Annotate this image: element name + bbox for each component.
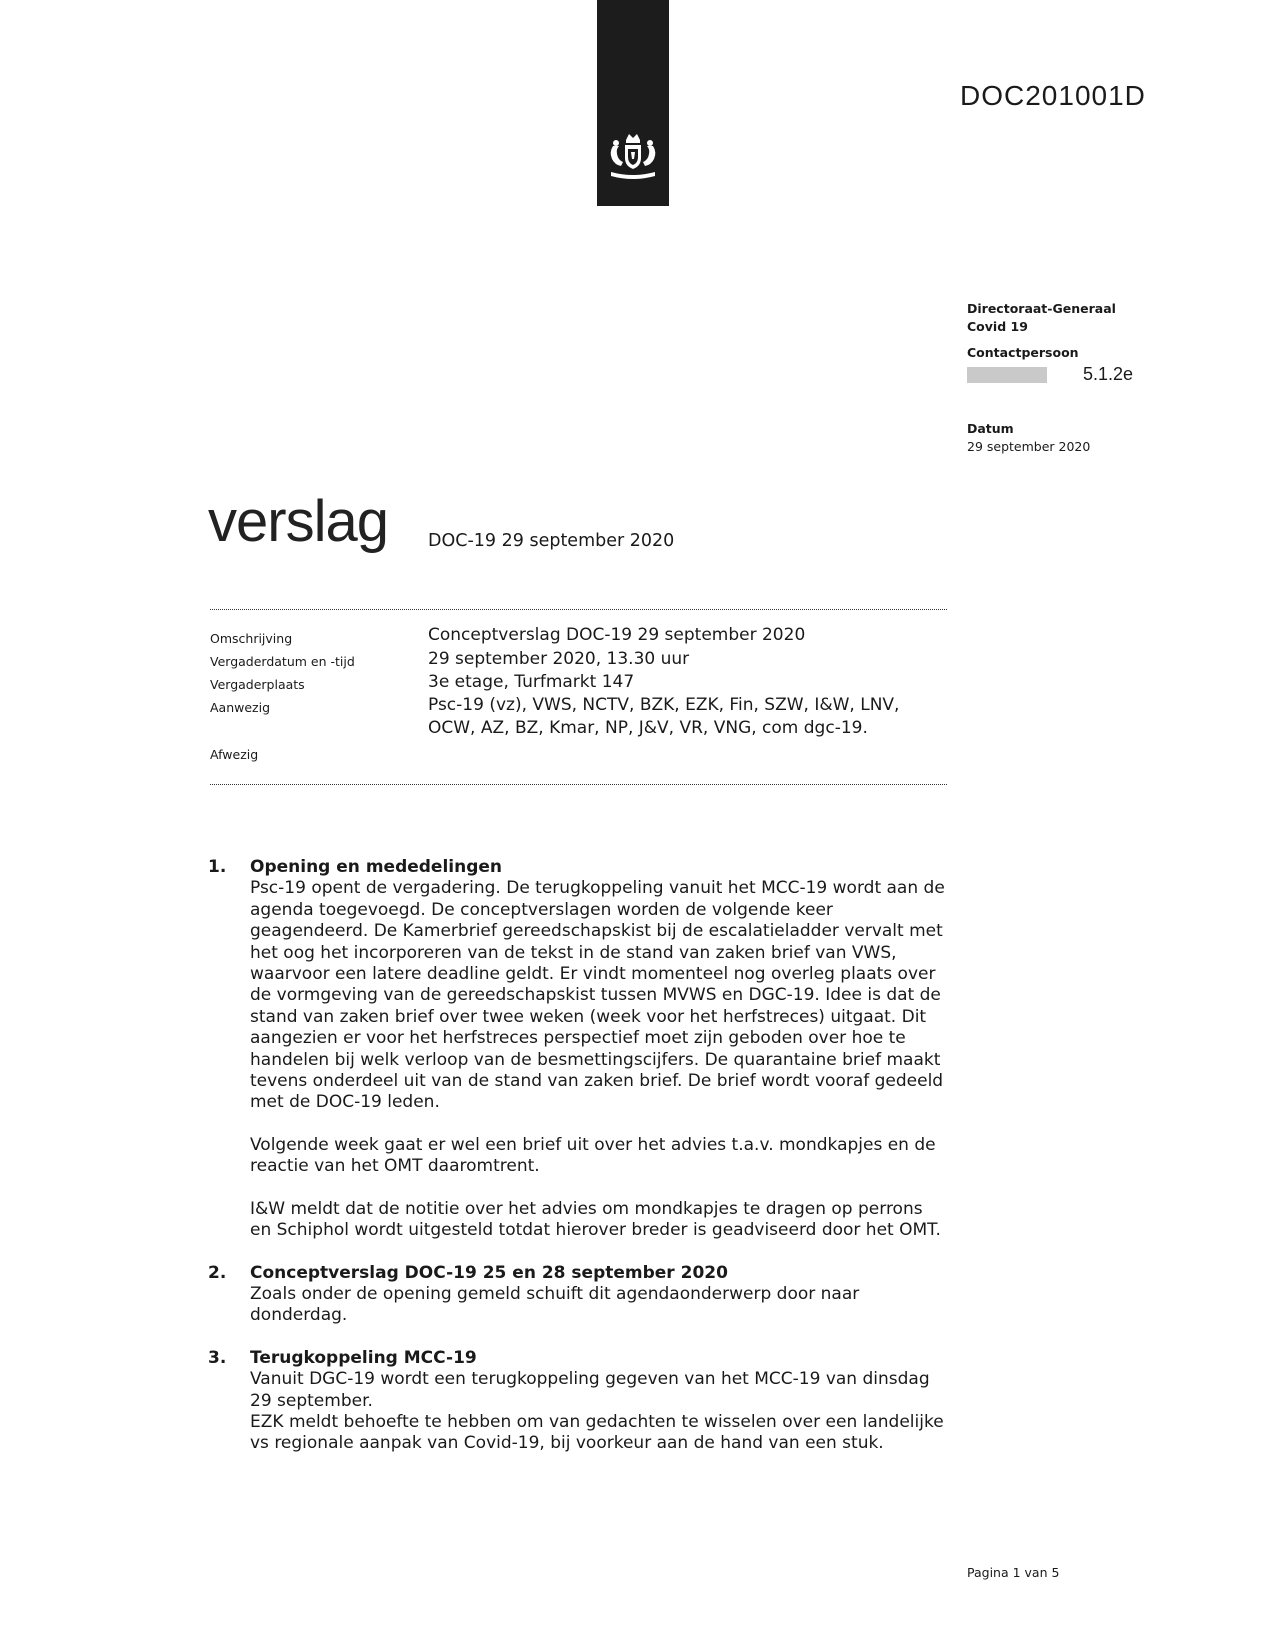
- meta-plaats-label: Vergaderplaats: [210, 677, 305, 692]
- document-type-title: verslag: [208, 489, 388, 554]
- sidebar: [967, 300, 1167, 456]
- agenda-item-title: Terugkoppeling MCC-19: [250, 1347, 477, 1368]
- divider-bottom: [210, 784, 947, 785]
- meta-datum-label: Vergaderdatum en -tijd: [210, 654, 355, 669]
- contact-label: Contactpersoon: [967, 345, 1079, 360]
- agenda-item-number: 1.: [208, 857, 227, 877]
- agenda-items: [208, 857, 948, 1476]
- org-name-line1: Directoraat-Generaal: [967, 301, 1116, 316]
- redaction-code: 5.1.2e: [1083, 364, 1134, 384]
- document-code: DOC201001D: [960, 80, 1146, 111]
- meta-omschrijving-label: Omschrijving: [210, 631, 293, 646]
- contact-redaction: [967, 362, 1167, 396]
- date-label: Datum: [967, 421, 1014, 436]
- coat-of-arms-icon: [605, 132, 661, 182]
- agenda-item-number: 3.: [208, 1347, 227, 1368]
- org-name-line2: Covid 19: [967, 319, 1028, 334]
- agenda-item: [208, 857, 948, 1242]
- logo-bar: [597, 0, 669, 206]
- meta-plaats-value: 3e etage, Turfmarkt 147: [428, 672, 635, 692]
- agenda-item-paragraph: I&W meldt dat de notitie over het advies om mondkapjes te dragen op perrons en Schiphol wordt uitgesteld totdat hierover breder is geadviseerd door het OMT.: [250, 1198, 941, 1241]
- meta-datum-value: 29 september 2020, 13.30 uur: [428, 649, 690, 669]
- date-value: 29 september 2020: [967, 439, 1091, 454]
- divider-top: [210, 609, 947, 610]
- meta-aanwezig-value-line2: OCW, AZ, BZ, Kmar, NP, J&V, VR, VNG, com dgc-19.: [428, 718, 868, 738]
- page-number: Pagina 1 van 5: [967, 1565, 1060, 1580]
- agenda-item-paragraph: Volgende week gaat er wel een brief uit over het advies t.a.v. mondkapjes en de reactie van het OMT daaromtrent.: [250, 1134, 936, 1177]
- date-block: [967, 420, 1167, 456]
- agenda-item-title: Conceptverslag DOC-19 25 en 28 september 2020: [250, 1262, 728, 1283]
- meta-afwezig-label: Afwezig: [210, 747, 259, 762]
- meta-omschrijving-value: Conceptverslag DOC-19 29 september 2020: [428, 625, 806, 645]
- document-subtitle: DOC-19 29 september 2020: [428, 531, 675, 551]
- meta-aanwezig-value-line1: Psc-19 (vz), VWS, NCTV, BZK, EZK, Fin, SZW, I&W, LNV,: [428, 695, 900, 715]
- agenda-item-paragraph: Zoals onder de opening gemeld schuift dit agendaonderwerp door naar donderdag.: [250, 1283, 860, 1326]
- agenda-item-number: 2.: [208, 1262, 227, 1283]
- redaction-box: [967, 367, 1047, 383]
- meta-aanwezig-label: Aanwezig: [210, 700, 271, 715]
- agenda-item-paragraph: Vanuit DGC-19 wordt een terugkoppeling gegeven van het MCC-19 van dinsdag 29 september. EZK meldt behoefte te hebben om van gedachten te wisselen over een landelijke vs regionale aanpak van Covid-19, bij voorkeur aan de hand van een stuk.: [250, 1369, 944, 1454]
- agenda-item: [208, 1263, 948, 1327]
- agenda-item-title: Opening en mededelingen: [250, 857, 503, 877]
- agenda-item-paragraph: Psc-19 opent de vergadering. De terugkoppeling vanuit het MCC-19 wordt aan de agenda toegevoegd. De conceptverslagen worden de volgende keer geagendeerd. De Kamerbrief gereedschapskist bij de escalatieladder vervalt met het oog het incorporeren van de tekst in de stand van zaken brief van VWS, waarvoor een latere deadline geldt. Er vindt momenteel nog overleg plaats over de vormgeving van de gereedschapskist tussen MVWS en DGC-19. Idee is dat de stand van zaken brief over twee weken (week voor het herfstreces) uitgaat. Dit aangezien er voor het herfstreces perspectief moet zijn geboden over hoe te handelen bij welk verloop van de besmettingscijfers. De quarantaine brief maakt tevens onderdeel uit van de stand van zaken brief. De brief wordt vooraf gedeeld met de DOC-19 leden.: [250, 878, 945, 1113]
- agenda-item: [208, 1348, 948, 1455]
